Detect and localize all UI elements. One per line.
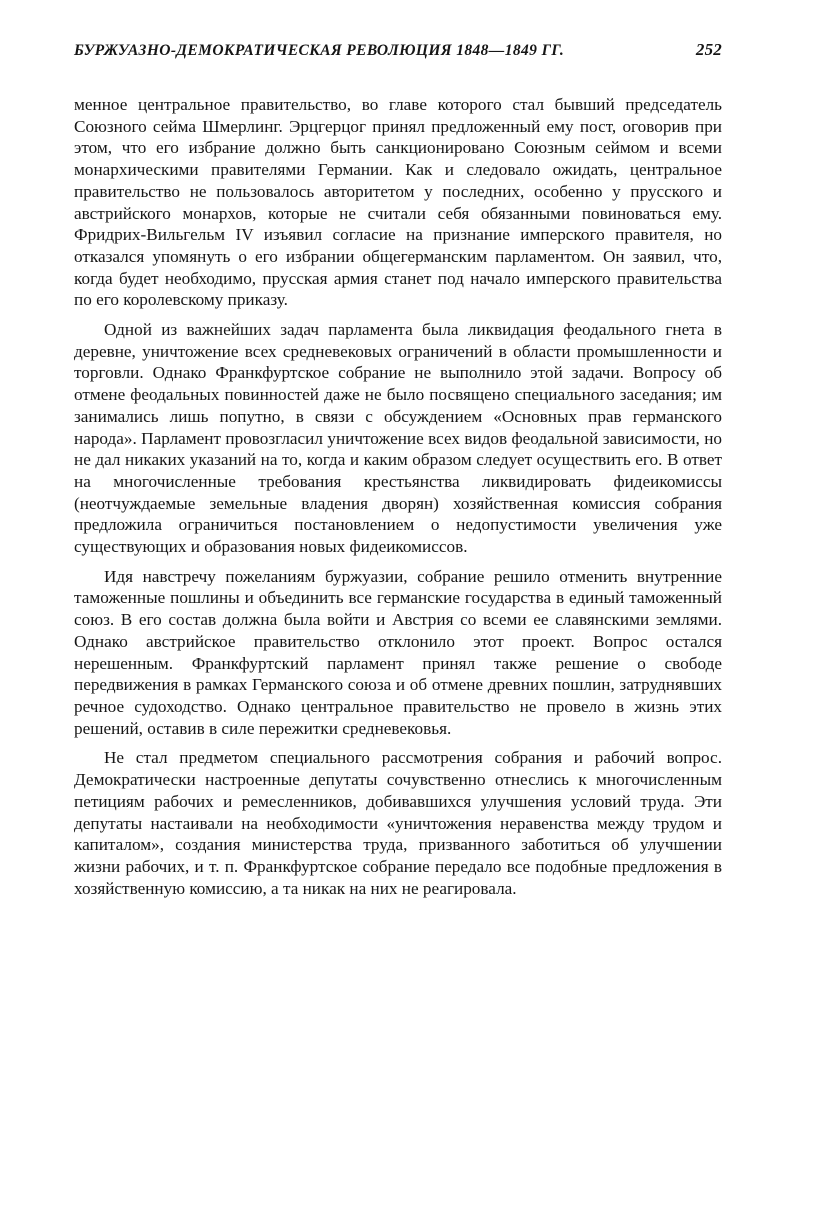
paragraph-labor-question: Не стал предметом специального рассмотрения собрания и рабочий вопрос. Демократически настроенные депутаты сочувственно отнеслись к многочисленным петициям рабочих и ремесленников, добивавшихся улучшения условий труда. Эти депутаты настаивали на необходимости «уничтожения неравенства между трудом и капиталом», создания министерства труда, призванного заботиться об улучшении жизни рабочих, и т. п. Франкфуртское собрание передало все подобные предложения в хозяйственную комиссию, а та никак на них не реагировала.	[74, 748, 722, 898]
page-number: 252	[695, 40, 722, 59]
book-page	[74, 40, 722, 899]
paragraph-feudal-obligations: Одной из важнейших задач парламента была ликвидация феодального гнета в деревне, уничтожение всех средневековых ограничений в области промышленности и торговли. Однако Франкфуртское собрание не выполнило этой задачи. Вопросу об отмене феодальных повинностей даже не было посвящено специального заседания; им занимались лишь попутно, в связи с обсуждением «Основных прав германского народа». Парламент провозгласил уничтожение всех видов феодальной зависимости, но не дал никаких указаний на то, когда и каким образом следует осуществить его. В ответ на многочисленные требования крестьянства ликвидировать фидеикомиссы (неотчуждаемые земельные владения дворян) хозяйственная комиссия собрания предложила ограничиться постановлением о недопустимости увеличения уже существующих и образования новых фидеикомиссов.	[74, 320, 722, 557]
paragraph-customs-union: Идя навстречу пожеланиям буржуазии, собрание решило отменить внутренние таможенные пошлины и объединить все германские государства в единый таможенный союз. В его состав должна была войти и Австрия со всеми ее славянскими землями. Однако австрийское правительство отклонило этот проект. Вопрос остался нерешенным. Франкфуртский парламент принял также решение о свободе передвижения в рамках Германского союза и об отмене древних пошлин, затруднявших речное судоходство. Однако центральное правительство не провело в жизнь этих решений, оставив в силе пережитки средневековья.	[74, 566, 722, 738]
body-text	[74, 94, 722, 899]
paragraph-continuation: менное центральное правительство, во главе которого стал бывший председатель Союзного сейма Шмерлинг. Эрцгерцог принял предложенный ему пост, оговорив при этом, что его избрание должно быть санкционировано Союзным сеймом и всеми монархическими правителями Германии. Как и следовало ожидать, центральное правительство не пользовалось авторитетом у последних, особенно у прусского и австрийского монархов, которые не считали себя обязанными повиноваться ему. Фридрих-Вильгельм IV изъявил согласие на признание имперского правителя, но отказался упомянуть о его избрании общегерманским парламентом. Он заявил, что, когда будет необходимо, прусская армия станет под начало имперского правительства по его королевскому приказу.	[74, 95, 722, 310]
running-head	[74, 40, 722, 70]
running-title: БУРЖУАЗНО-ДЕМОКРАТИЧЕСКАЯ РЕВОЛЮЦИЯ 1848—1849 ГГ.	[74, 42, 565, 59]
